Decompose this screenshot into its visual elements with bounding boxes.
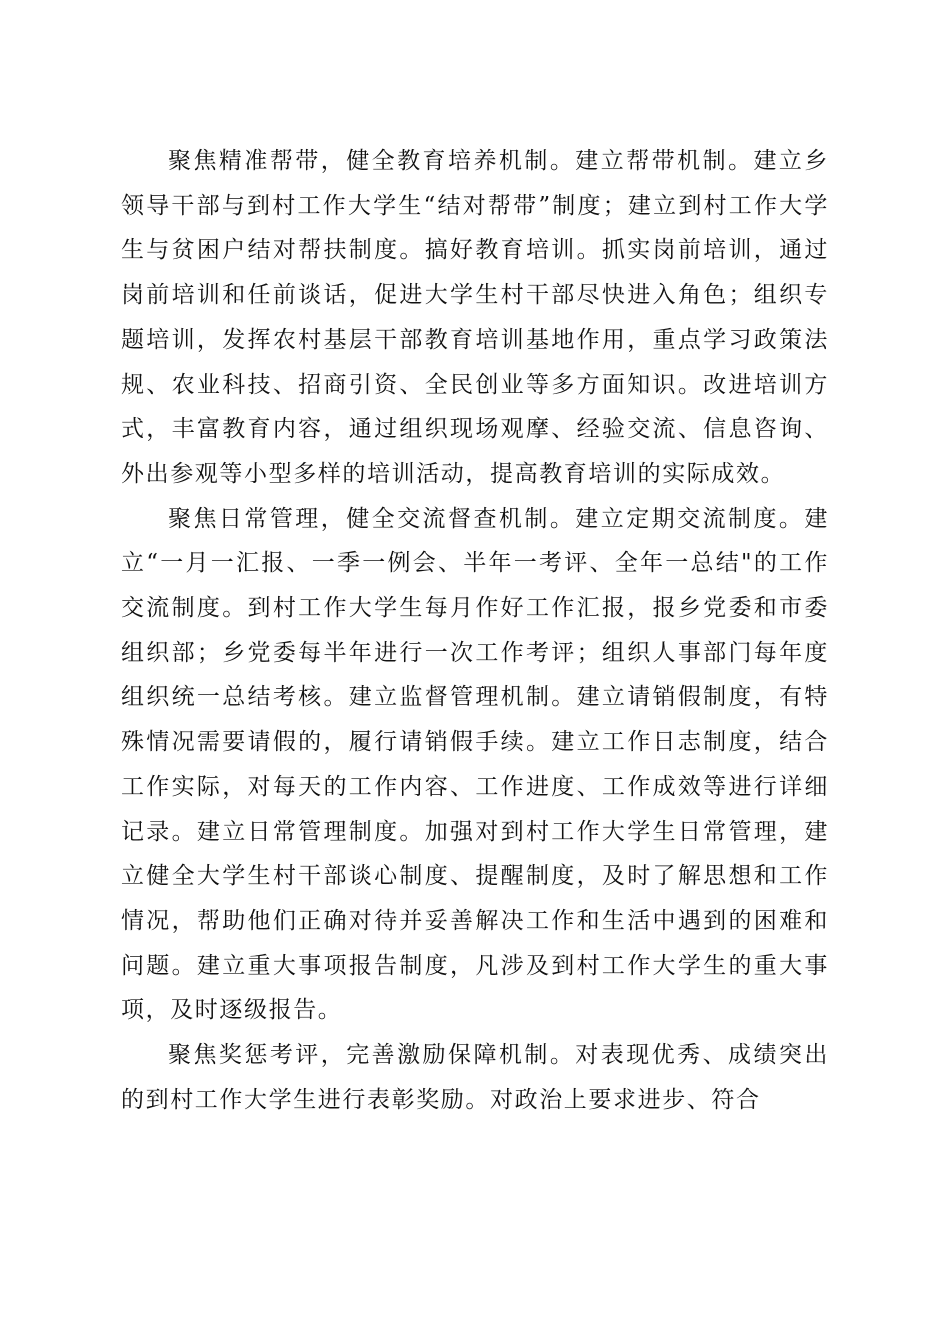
paragraph-incentive-mechanism: 聚焦奖惩考评，完善激励保障机制。对表现优秀、成绩突出的到村工作大学生进行表彰奖励。对政治上要求进步、符合 (121, 1042, 829, 1113)
document-body (121, 139, 829, 1122)
paragraph-daily-management: 聚焦日常管理，健全交流督查机制。建立定期交流制度。建立“一月一汇报、一季一例会、半年一考评、全年一总结"的工作交流制度。到村工作大学生每月作好工作汇报，报乡党委和市委组织部；乡党委每半年进行一次工作考评；组织人事部门每年度组织统一总结考核。建立监督管理机制。建立请销假制度，有特殊情况需要请假的，履行请销假手续。建立工作日志制度，结合工作实际，对每天的工作内容、工作进度、工作成效等进行详细记录。建立日常管理制度。加强对到村工作大学生日常管理，建立健全大学生村干部谈心制度、提醒制度，及时了解思想和工作情况，帮助他们正确对待并妥善解决工作和生活中遇到的困难和问题。建立重大事项报告制度，凡涉及到村工作大学生的重大事项，及时逐级报告。 (121, 505, 829, 1024)
paragraph-training-mechanism: 聚焦精准帮带，健全教育培养机制。建立帮带机制。建立乡领导干部与到村工作大学生“结对帮带”制度；建立到村工作大学生与贫困户结对帮扶制度。搞好教育培训。抓实岗前培训，通过岗前培训和任前谈话，促进大学生村干部尽快进入角色；组织专题培训，发挥农村基层干部教育培训基地作用，重点学习政策法规、农业科技、招商引资、全民创业等多方面知识。改进培训方式，丰富教育内容，通过组织现场观摩、经验交流、信息咨询、外出参观等小型多样的培训活动，提高教育培训的实际成效。 (121, 148, 829, 487)
